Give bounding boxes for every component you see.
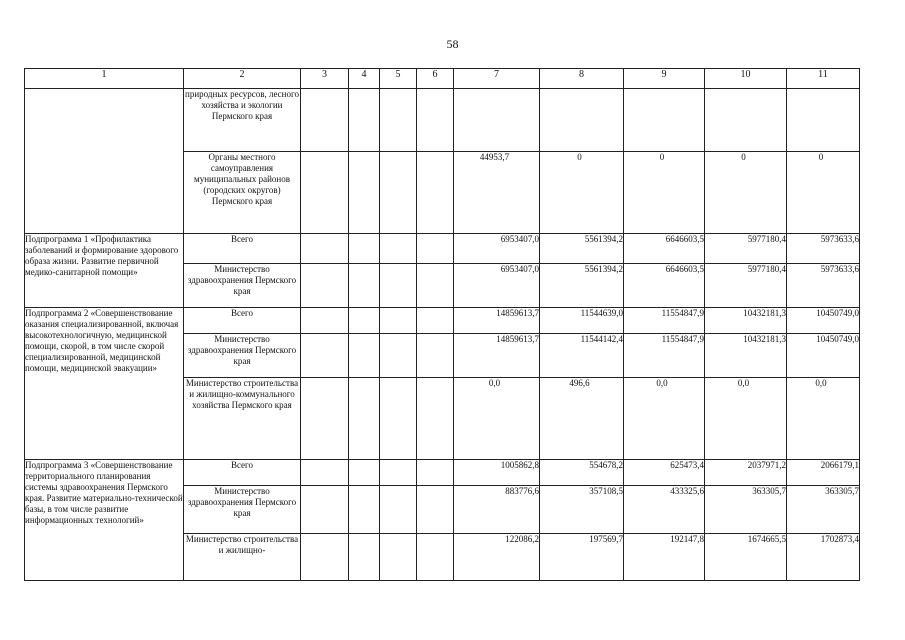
empty-cell xyxy=(301,308,349,334)
column-header: 11 xyxy=(787,69,860,89)
empty-cell xyxy=(349,89,380,152)
value-cell: 363305,7 xyxy=(787,486,860,534)
value-cell: 5973633,6 xyxy=(787,264,860,308)
column-header: 3 xyxy=(301,69,349,89)
empty-cell xyxy=(349,334,380,378)
value-cell: 10432181,3 xyxy=(705,308,787,334)
department-cell: Министерство здравоохранения Пермского края xyxy=(184,334,301,378)
program-name-cell: Подпрограмма 1 «Профилактика заболеваний и формирование здорового образа жизни. Развитие первичной медико-санитарной помощи» xyxy=(25,234,184,308)
value-cell: 625473,4 xyxy=(624,460,705,486)
value-cell: 122086,2 xyxy=(454,534,540,581)
value-cell: 1702873,4 xyxy=(787,534,860,581)
department-cell: Министерство строительства и жилищно- xyxy=(184,534,301,581)
value-cell: 5561394,2 xyxy=(540,264,624,308)
empty-cell xyxy=(380,152,417,234)
value-cell: 0 xyxy=(787,152,860,234)
empty-cell xyxy=(417,486,454,534)
column-header: 10 xyxy=(705,69,787,89)
table-row xyxy=(25,89,860,152)
value-cell: 883776,6 xyxy=(454,486,540,534)
value-cell: 10450749,0 xyxy=(787,308,860,334)
value-cell: 192147,8 xyxy=(624,534,705,581)
value-cell: 11544142,4 xyxy=(540,334,624,378)
value-cell: 6646603,5 xyxy=(624,234,705,264)
empty-cell xyxy=(380,460,417,486)
empty-cell xyxy=(380,264,417,308)
column-header: 8 xyxy=(540,69,624,89)
budget-table xyxy=(24,68,860,581)
page-number: 58 xyxy=(446,37,459,51)
column-header: 1 xyxy=(25,69,184,89)
empty-cell xyxy=(380,378,417,460)
department-cell: Всего xyxy=(184,460,301,486)
column-header: 2 xyxy=(184,69,301,89)
empty-cell xyxy=(380,334,417,378)
value-cell: 357108,5 xyxy=(540,486,624,534)
department-cell: Всего xyxy=(184,308,301,334)
department-cell: Органы местного самоуправления муниципальных районов (городских округов) Пермского края xyxy=(184,152,301,234)
table-row xyxy=(25,308,860,334)
value-cell: 0 xyxy=(705,152,787,234)
empty-cell xyxy=(417,460,454,486)
empty-cell xyxy=(417,308,454,334)
value-cell: 5977180,4 xyxy=(705,264,787,308)
empty-cell xyxy=(417,152,454,234)
value-cell: 2037971,2 xyxy=(705,460,787,486)
empty-cell xyxy=(301,89,349,152)
value-cell: 554678,2 xyxy=(540,460,624,486)
empty-cell xyxy=(301,234,349,264)
empty-cell xyxy=(417,234,454,264)
empty-cell xyxy=(417,534,454,581)
empty-cell xyxy=(380,89,417,152)
empty-cell xyxy=(380,486,417,534)
empty-cell xyxy=(380,234,417,264)
value-cell: 44953,7 xyxy=(454,152,540,234)
empty-cell xyxy=(349,378,380,460)
value-cell xyxy=(624,89,705,152)
value-cell: 10432181,3 xyxy=(705,334,787,378)
empty-cell xyxy=(349,486,380,534)
value-cell: 197569,7 xyxy=(540,534,624,581)
empty-cell xyxy=(417,334,454,378)
value-cell xyxy=(705,89,787,152)
column-header: 9 xyxy=(624,69,705,89)
value-cell: 433325,6 xyxy=(624,486,705,534)
empty-cell xyxy=(301,334,349,378)
value-cell xyxy=(787,89,860,152)
empty-cell xyxy=(349,308,380,334)
table-row xyxy=(25,460,860,486)
program-name-cell: Подпрограмма 3 «Совершенствование территориального планирования системы здравоохранения Пермского края. Развитие материально-технической базы, в том числе развитие информационных технологий» xyxy=(25,460,184,581)
department-cell: Министерство строительства и жилищно-коммунального хозяйства Пермского края xyxy=(184,378,301,460)
column-header: 6 xyxy=(417,69,454,89)
column-header: 7 xyxy=(454,69,540,89)
value-cell: 5973633,6 xyxy=(787,234,860,264)
header-row xyxy=(25,69,860,89)
value-cell: 6646603,5 xyxy=(624,264,705,308)
empty-cell xyxy=(417,378,454,460)
empty-cell xyxy=(349,234,380,264)
empty-cell xyxy=(301,378,349,460)
value-cell: 0,0 xyxy=(454,378,540,460)
empty-cell xyxy=(349,264,380,308)
department-cell: Министерство здравоохранения Пермского края xyxy=(184,486,301,534)
value-cell: 0,0 xyxy=(624,378,705,460)
value-cell: 11554847,9 xyxy=(624,334,705,378)
department-cell: Всего xyxy=(184,234,301,264)
empty-cell xyxy=(380,308,417,334)
empty-cell xyxy=(417,264,454,308)
program-name-cell xyxy=(25,89,184,234)
empty-cell xyxy=(349,534,380,581)
empty-cell xyxy=(301,264,349,308)
value-cell: 1005862,8 xyxy=(454,460,540,486)
table-row xyxy=(25,234,860,264)
value-cell: 6953407,0 xyxy=(454,234,540,264)
empty-cell xyxy=(301,534,349,581)
value-cell xyxy=(540,89,624,152)
value-cell: 0 xyxy=(540,152,624,234)
value-cell: 11544639,0 xyxy=(540,308,624,334)
value-cell: 363305,7 xyxy=(705,486,787,534)
value-cell: 10450749,0 xyxy=(787,334,860,378)
program-name-cell: Подпрограмма 2 «Совершенствование оказания специализированной, включая высокотехнологичную, медицинской помощи, скорой, в том числе скорой специализированной, медицинской помощи, медицинской эвакуации» xyxy=(25,308,184,460)
value-cell: 5561394,2 xyxy=(540,234,624,264)
value-cell: 6953407,0 xyxy=(454,264,540,308)
value-cell: 2066179,1 xyxy=(787,460,860,486)
value-cell: 14859613,7 xyxy=(454,308,540,334)
empty-cell xyxy=(301,152,349,234)
department-cell: Министерство здравоохранения Пермского края xyxy=(184,264,301,308)
value-cell: 496,6 xyxy=(540,378,624,460)
empty-cell xyxy=(417,89,454,152)
value-cell: 11554847,9 xyxy=(624,308,705,334)
empty-cell xyxy=(380,534,417,581)
empty-cell xyxy=(349,460,380,486)
value-cell: 0,0 xyxy=(705,378,787,460)
column-header: 4 xyxy=(349,69,380,89)
empty-cell xyxy=(349,152,380,234)
value-cell: 5977180,4 xyxy=(705,234,787,264)
value-cell xyxy=(454,89,540,152)
department-cell: природных ресурсов, лесного хозяйства и экологии Пермского края xyxy=(184,89,301,152)
value-cell: 14859613,7 xyxy=(454,334,540,378)
empty-cell xyxy=(301,486,349,534)
value-cell: 0 xyxy=(624,152,705,234)
value-cell: 1674665,5 xyxy=(705,534,787,581)
column-header: 5 xyxy=(380,69,417,89)
value-cell: 0,0 xyxy=(787,378,860,460)
empty-cell xyxy=(301,460,349,486)
